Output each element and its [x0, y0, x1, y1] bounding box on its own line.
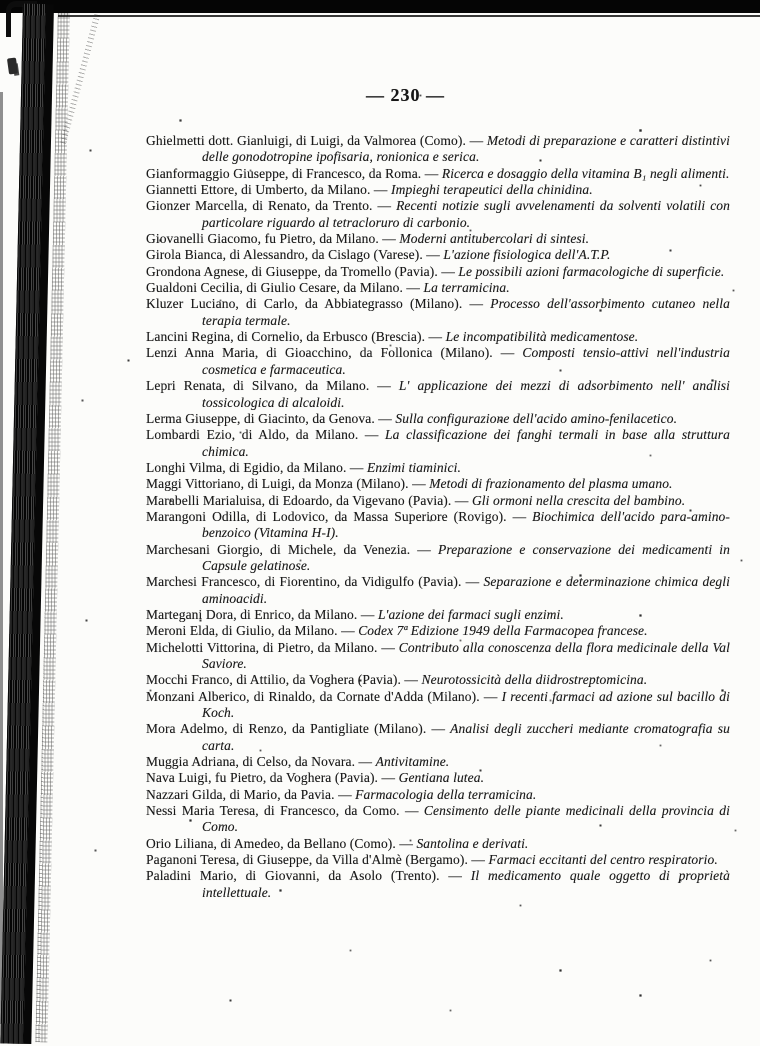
entry-name: Marabelli Marialuisa, di Edoardo, da Vigevano (Pavia). [146, 492, 452, 508]
entry-name: Grondona Agnese, di Giuseppe, da Tromello (Pavia). [146, 263, 438, 279]
entry-separator: — [421, 165, 442, 181]
thesis-entry [146, 640, 730, 673]
entry-name: Gianformaggio Giuseppe, di Francesco, da Roma. [146, 165, 422, 181]
entry-name: Ghielmetti dott. Gianluigi, di Luigi, da Valmorea (Como). [146, 133, 466, 148]
entry-separator: — [346, 459, 367, 475]
entry-name: Giannetti Ettore, di Umberto, da Milano. [146, 182, 371, 198]
entry-name: Lombardi Ezio, di Aldo, da Milano. [146, 427, 359, 443]
page-number: — 230 — [366, 85, 445, 105]
entry-separator: — [461, 574, 484, 590]
entry-title: Il medicamento quale oggetto di proprietà intellettuale. [202, 868, 730, 900]
entry-separator: — [462, 296, 491, 312]
entry-title: Gli ormoni nella crescita del bambino. [471, 492, 686, 508]
entry-title: I recenti farmaci ad azione sul bacillo di Koch. [202, 688, 730, 721]
book-binding-shadow [0, 3, 120, 1045]
entry-separator: — [374, 410, 396, 426]
entry-title: Moderni antitubercolari di sintesi. [399, 231, 590, 247]
entry-title: Metodi di preparazione e caratteri distintivi delle gonodotropine ipofisaria, ronionica e serica. [202, 133, 730, 165]
entry-separator: — [479, 688, 502, 704]
thesis-entry [146, 166, 730, 182]
entry-separator: — [372, 198, 397, 214]
entry-name: Nessi Maria Teresa, di Francesco, da Como. [146, 803, 400, 819]
entry-separator: — [355, 754, 376, 770]
entry-separator: — [378, 770, 399, 786]
entry-name: Kluzer Luciano, di Carlo, da Abbiategrasso (Milano). [146, 296, 463, 312]
entry-separator: — [437, 263, 459, 279]
thesis-entry [146, 803, 730, 836]
entry-title: Le incompatibilità medicamentose. [445, 329, 639, 345]
entry-separator: — [395, 835, 417, 851]
thesis-entry [146, 264, 730, 280]
thesis-entry [146, 754, 730, 770]
thesis-entry [146, 460, 730, 476]
thesis-entry [146, 329, 730, 345]
thesis-entry [146, 476, 730, 492]
thesis-entry [146, 378, 730, 411]
entry-title: Biochimica dell'acido para-amino-benzoico (Vitamina H-I). [202, 508, 730, 541]
entry-name: Nava Luigi, fu Pietro, da Voghera (Pavia). [146, 770, 379, 786]
entry-separator: — [408, 476, 430, 492]
thesis-entry [146, 852, 730, 868]
entry-separator: — [402, 280, 424, 296]
entry-title: Separazione e determinazione chimica degli aminoacidi. [202, 574, 730, 606]
thesis-entry [146, 133, 730, 166]
thesis-entry [146, 280, 730, 296]
entry-name: Michelotti Vittorina, di Pietro, da Milano. [146, 639, 378, 655]
thesis-entry [146, 574, 730, 607]
thesis-entry [146, 231, 730, 247]
entry-title: Analisi degli zuccheri mediante cromatografia su carta. [202, 721, 730, 753]
thesis-entry [146, 623, 730, 639]
entry-name: Marchesi Francesco, di Fiorentino, da Vidigulfo (Pavia). [146, 574, 462, 590]
entry-title: Antivitamine. [375, 754, 450, 770]
entry-name: Lepri Renata, di Silvano, da Milano. [146, 378, 370, 394]
entry-title: Processo dell'assorbimento cutaneo nella terapia termale. [202, 296, 730, 328]
entry-title: Recenti notizie sugli avvelenamenti da solventi volatili con particolare riguardo al tetracloruro di carbonio. [202, 198, 730, 230]
entry-separator: — [492, 345, 523, 361]
entry-title: L'azione fisiologica dell'A.T.P. [443, 247, 611, 263]
thesis-entry [146, 770, 730, 786]
thesis-entry [146, 411, 730, 427]
entry-title: Le possibili azioni farmacologiche di superficie. [458, 263, 725, 279]
entry-name: Maggi Vittoriano, di Luigi, da Monza (Milano). [146, 476, 409, 492]
entry-name: Paladini Mario, di Giovanni, da Asolo (Trento). [146, 868, 440, 884]
entry-title: Metodi di frazionamento del plasma umano. [429, 476, 673, 492]
thesis-entry [146, 296, 730, 329]
thesis-entry [146, 607, 730, 623]
entry-name: Marangoni Odilla, di Lodovico, da Massa Superiore (Rovigo). [146, 508, 507, 524]
entry-name: Meroni Elda, di Giulio, da Milano. [146, 623, 338, 639]
entry-separator: — [358, 427, 386, 443]
entry-name: Paganoni Teresa, di Giuseppe, da Villa d'Almè (Bergamo). [146, 852, 468, 868]
entry-separator: — [334, 786, 356, 802]
entry-title: Preparazione e conservazione dei medicamenti in Capsule gelatinose. [202, 541, 730, 573]
entry-title: Gentiana lutea. [398, 770, 485, 786]
thesis-entry [146, 198, 730, 231]
entry-title: Impieghi terapeutici della chinidina. [391, 182, 593, 198]
entry-separator: — [425, 329, 446, 345]
thesis-entry [146, 345, 730, 378]
entry-name: Mocchi Franco, di Attilio, da Voghera (Pavia). [146, 672, 401, 688]
entry-separator: — [337, 623, 359, 639]
entry-name: Monzani Alberico, di Rinaldo, da Cornate d'Adda (Milano). [146, 688, 480, 704]
entry-separator: — [465, 133, 487, 148]
entry-title: Farmacologia della terramicina. [355, 786, 537, 802]
entry-title: Sulla configurazione dell'acido amino-fenilacetico. [395, 410, 678, 426]
entry-name: Lenzi Anna Maria, di Gioacchino, da Follonica (Milano). [146, 345, 493, 361]
entry-title: Farmaci eccitanti del centro respiratorio. [488, 852, 718, 868]
scan-noise-dots [0, 0, 1, 1]
thesis-entry [146, 868, 730, 901]
entry-name: Gualdoni Cecilia, di Giulio Cesare, da Milano. [146, 280, 403, 296]
thesis-entry [146, 689, 730, 722]
thesis-entry [146, 542, 730, 575]
entry-title: La classificazione dei fanghi termali in base alla struttura chimica. [202, 427, 730, 459]
entry-separator: — [467, 852, 489, 868]
thesis-entry [146, 493, 730, 509]
entry-separator: — [426, 721, 451, 737]
entry-separator: — [400, 672, 422, 688]
entry-name: Orio Liliana, di Amedeo, da Bellano (Como). [146, 835, 396, 851]
entry-title: Ricerca e dosaggio della vitamina B₁ negli alimenti. [441, 165, 730, 181]
thesis-entry [146, 182, 730, 198]
entry-name: Girola Bianca, di Alessandro, da Cislago (Varese). [146, 247, 423, 263]
entry-name: Lancini Regina, di Cornelio, da Erbusco (Brescia). [146, 329, 426, 345]
thesis-entry [146, 247, 730, 263]
entry-separator: — [357, 606, 378, 622]
entry-name: Marchesani Giorgio, di Michele, da Venezia. [146, 541, 411, 557]
entry-name: Martegani Dora, di Enrico, da Milano. [146, 606, 358, 622]
entry-separator: — [370, 182, 392, 198]
entry-separator: — [422, 247, 444, 263]
entry-separator: — [399, 803, 424, 819]
thesis-entry [146, 836, 730, 852]
entry-name: Longhi Vilma, di Egidio, da Milano. [146, 459, 347, 475]
entry-separator: — [377, 639, 399, 655]
thesis-entry [146, 787, 730, 803]
entry-separator: — [451, 492, 472, 508]
entry-title: Censimento delle piante medicinali della provincia di Como. [202, 803, 730, 835]
entry-name: Lerma Giuseppe, di Giacinto, da Genova. [146, 410, 375, 426]
entry-title: Neurotossicità della diidrostreptomicina. [421, 672, 648, 688]
thesis-entry [146, 721, 730, 754]
entry-separator: — [369, 378, 399, 394]
entry-name: Giovanelli Giacomo, fu Pietro, da Milano. [146, 231, 379, 247]
thesis-list [146, 133, 730, 901]
thesis-entry [146, 672, 730, 688]
entry-title: Contributo alla conoscenza della flora medicinale della Val Saviore. [202, 639, 730, 671]
entry-title: La terramicina. [423, 280, 510, 296]
entry-separator: — [378, 231, 400, 247]
entry-title: Composti tensio-attivi nell'industria cosmetica e farmaceutica. [202, 345, 730, 377]
entry-title: L' applicazione dei mezzi di adsorbimento nell' analisi tossicologica di alcaloidi. [202, 378, 731, 410]
entry-separator: — [506, 508, 533, 524]
entry-title: Santolina e derivati. [416, 835, 529, 851]
entry-title: Enzimi tiaminici. [367, 459, 461, 475]
entry-name: Muggia Adriana, di Celso, da Novara. [146, 754, 356, 770]
scan-page-edge-line [58, 15, 760, 17]
entry-separator: — [439, 868, 471, 884]
entry-name: Nazzari Gilda, di Mario, da Pavia. [146, 786, 335, 802]
entry-name: Mora Adelmo, di Renzo, da Pantigliate (Milano). [146, 721, 427, 737]
thesis-entry [146, 427, 730, 460]
entry-title: Codex 7ª Edizione 1949 della Farmacopea francese. [358, 623, 648, 639]
entry-title: L'azione dei farmaci sugli enzimi. [377, 606, 564, 622]
entry-separator: — [410, 541, 439, 557]
entry-name: Gionzer Marcella, di Renato, da Trento. [146, 198, 373, 214]
thesis-entry [146, 509, 730, 542]
